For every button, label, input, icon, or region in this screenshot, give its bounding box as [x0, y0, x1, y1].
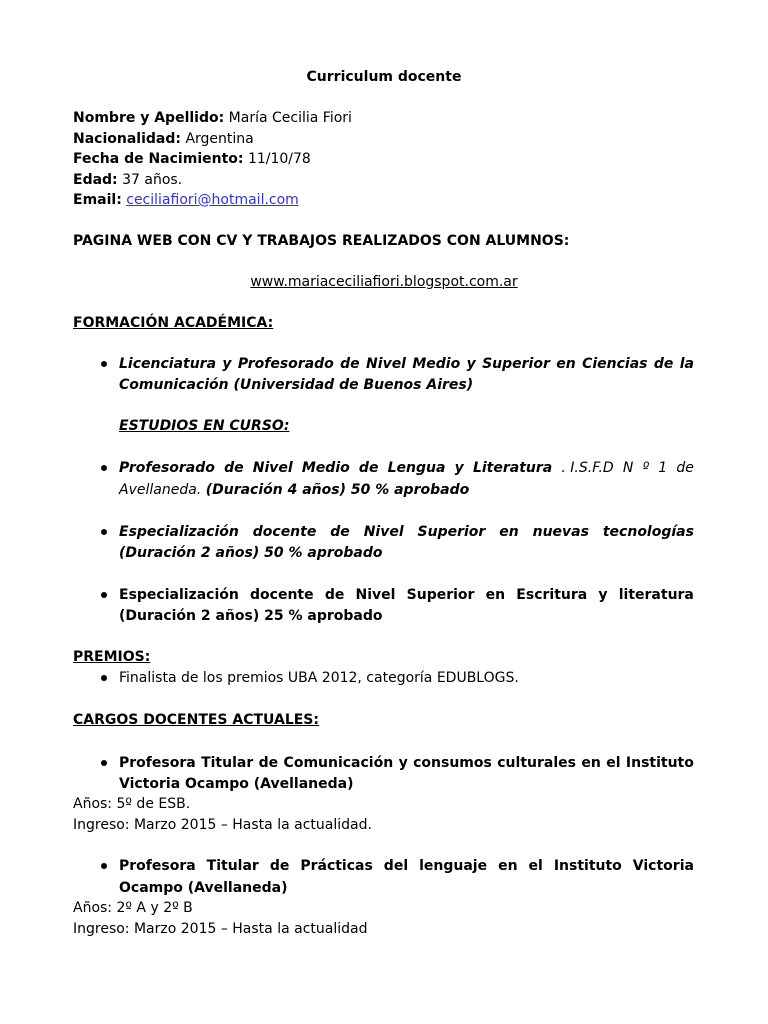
nationality-line	[73, 129, 254, 149]
word: Lengua	[387, 460, 446, 476]
name-label: Nombre y Apellido:	[73, 110, 225, 126]
email-link[interactable]: ceciliafiori@hotmail.com	[126, 192, 299, 208]
age-line	[73, 170, 182, 190]
formacion-item-1-line-1	[119, 354, 694, 374]
cargos-item-2-years: Años: 2º A y 2º B	[73, 900, 193, 916]
cargos-item-1-years: Años: 5º de ESB.	[73, 796, 191, 812]
formacion-item-3-line-1	[119, 522, 694, 542]
premios-item-1: Finalista de los premios UBA 2012, categoría EDUBLOGS.	[119, 670, 519, 686]
word: y	[598, 587, 608, 603]
word: en	[556, 356, 576, 372]
word: y	[222, 356, 232, 372]
word: 1	[658, 460, 668, 476]
word: Licenciatura	[119, 356, 217, 372]
word: de	[258, 755, 279, 771]
word: nuevas	[532, 524, 589, 540]
cargos-item-1-ingreso: Ingreso: Marzo 2015 – Hasta la actualidad.	[73, 817, 372, 833]
cargos-item-1-line-1	[119, 753, 694, 773]
word: Profesora	[119, 755, 196, 771]
premios-heading: PREMIOS:	[73, 649, 151, 665]
word: Nivel	[355, 587, 396, 603]
word: Instituto	[625, 755, 694, 771]
word: y	[466, 356, 476, 372]
word: de	[330, 524, 350, 540]
word: literatura	[618, 587, 694, 603]
word: Escritura	[516, 587, 588, 603]
word: Medio	[412, 356, 461, 372]
name-value: María Cecilia Fiori	[228, 110, 352, 126]
word: Instituto	[553, 858, 622, 874]
word: del	[383, 858, 409, 874]
word: Especialización	[119, 587, 239, 603]
word: culturales	[497, 755, 576, 771]
word: de	[358, 460, 379, 476]
age-value: 37 años.	[122, 172, 183, 188]
nationality-label: Nacionalidad:	[73, 131, 181, 147]
word: la	[679, 356, 694, 372]
word: Nivel	[252, 460, 293, 476]
word: Profesora	[119, 858, 196, 874]
web-heading: PAGINA WEB CON CV Y TRABAJOS REALIZADOS CON ALUMNOS:	[73, 233, 570, 249]
cargos-item-2-line-1	[119, 856, 694, 876]
word: Profesorado	[119, 460, 215, 476]
word: N	[622, 460, 634, 476]
word: docente	[252, 524, 317, 540]
cargos-heading: CARGOS DOCENTES ACTUALES:	[73, 712, 319, 728]
word: Literatura	[472, 460, 553, 476]
word: de	[653, 356, 674, 372]
bullet-icon	[101, 529, 107, 535]
word: Medio	[301, 460, 350, 476]
word: en	[485, 587, 506, 603]
word: Comunicación	[283, 755, 394, 771]
institute-city: Avellaneda.	[119, 482, 202, 498]
cargos-item-2-line-2: Ocampo (Avellaneda)	[119, 880, 288, 896]
bullet-icon	[101, 760, 107, 766]
bullet-icon	[101, 361, 107, 367]
word: Especialización	[119, 524, 239, 540]
formacion-item-4-line-1	[119, 585, 694, 605]
email-label: Email:	[73, 192, 122, 208]
word: en	[499, 524, 519, 540]
word: en	[581, 755, 601, 771]
word: Profesorado	[237, 356, 334, 372]
word: Superior	[482, 356, 550, 372]
word: el	[528, 858, 543, 874]
word: de	[676, 460, 694, 476]
word: en	[498, 858, 518, 874]
word: Victoria	[632, 858, 694, 874]
bullet-icon	[101, 675, 107, 681]
word: . I.S.F.D	[561, 460, 614, 476]
formacion-item-1-line-2: Comunicación (Universidad de Buenos Aires)	[119, 377, 474, 393]
age-label: Edad:	[73, 172, 118, 188]
word: y	[454, 460, 464, 476]
birthdate-line	[73, 149, 311, 169]
word: de	[224, 460, 244, 476]
document-title: Curriculum docente	[306, 69, 462, 85]
word: Titular	[201, 755, 254, 771]
bullet-icon	[101, 465, 107, 471]
word: Nivel	[363, 524, 404, 540]
formacion-item-2-line-1	[119, 458, 694, 478]
word: el	[606, 755, 621, 771]
blog-url-line	[0, 272, 768, 292]
blog-url[interactable]: www.mariaceciliafiori.blogspot.com.ar	[250, 274, 518, 290]
duration-progress: (Duración 4 años) 50 % aprobado	[205, 482, 470, 498]
name-line	[73, 108, 352, 128]
cargos-item-2-ingreso: Ingreso: Marzo 2015 – Hasta la actualidad	[73, 921, 368, 937]
formacion-item-3-line-2: (Duración 2 años) 50 % aprobado	[119, 545, 383, 561]
word: Superior	[406, 587, 475, 603]
word: Titular	[206, 858, 259, 874]
birthdate-value: 11/10/78	[247, 151, 311, 167]
word: de	[324, 587, 345, 603]
bullet-icon	[101, 592, 107, 598]
word: lenguaje	[419, 858, 488, 874]
word: docente	[250, 587, 314, 603]
bullet-icon	[101, 863, 107, 869]
word: Prácticas	[300, 858, 373, 874]
word: consumos	[413, 755, 492, 771]
nationality-value: Argentina	[185, 131, 254, 147]
birthdate-label: Fecha de Nacimiento:	[73, 151, 244, 167]
formacion-heading: FORMACIÓN ACADÉMICA:	[73, 315, 274, 331]
formacion-item-4-line-2: (Duración 2 años) 25 % aprobado	[119, 608, 383, 624]
word: Nivel	[366, 356, 406, 372]
cargos-item-1-line-2: Victoria Ocampo (Avellaneda)	[119, 776, 354, 792]
word: de	[269, 858, 290, 874]
estudios-subheading: ESTUDIOS EN CURSO:	[119, 418, 290, 434]
word: y	[398, 755, 408, 771]
formacion-item-2-line-2	[119, 480, 469, 500]
word: de	[340, 356, 360, 372]
word: Ciencias	[582, 356, 648, 372]
email-line	[73, 190, 299, 210]
word: Superior	[417, 524, 486, 540]
word: tecnologías	[602, 524, 694, 540]
word: º	[642, 460, 650, 476]
